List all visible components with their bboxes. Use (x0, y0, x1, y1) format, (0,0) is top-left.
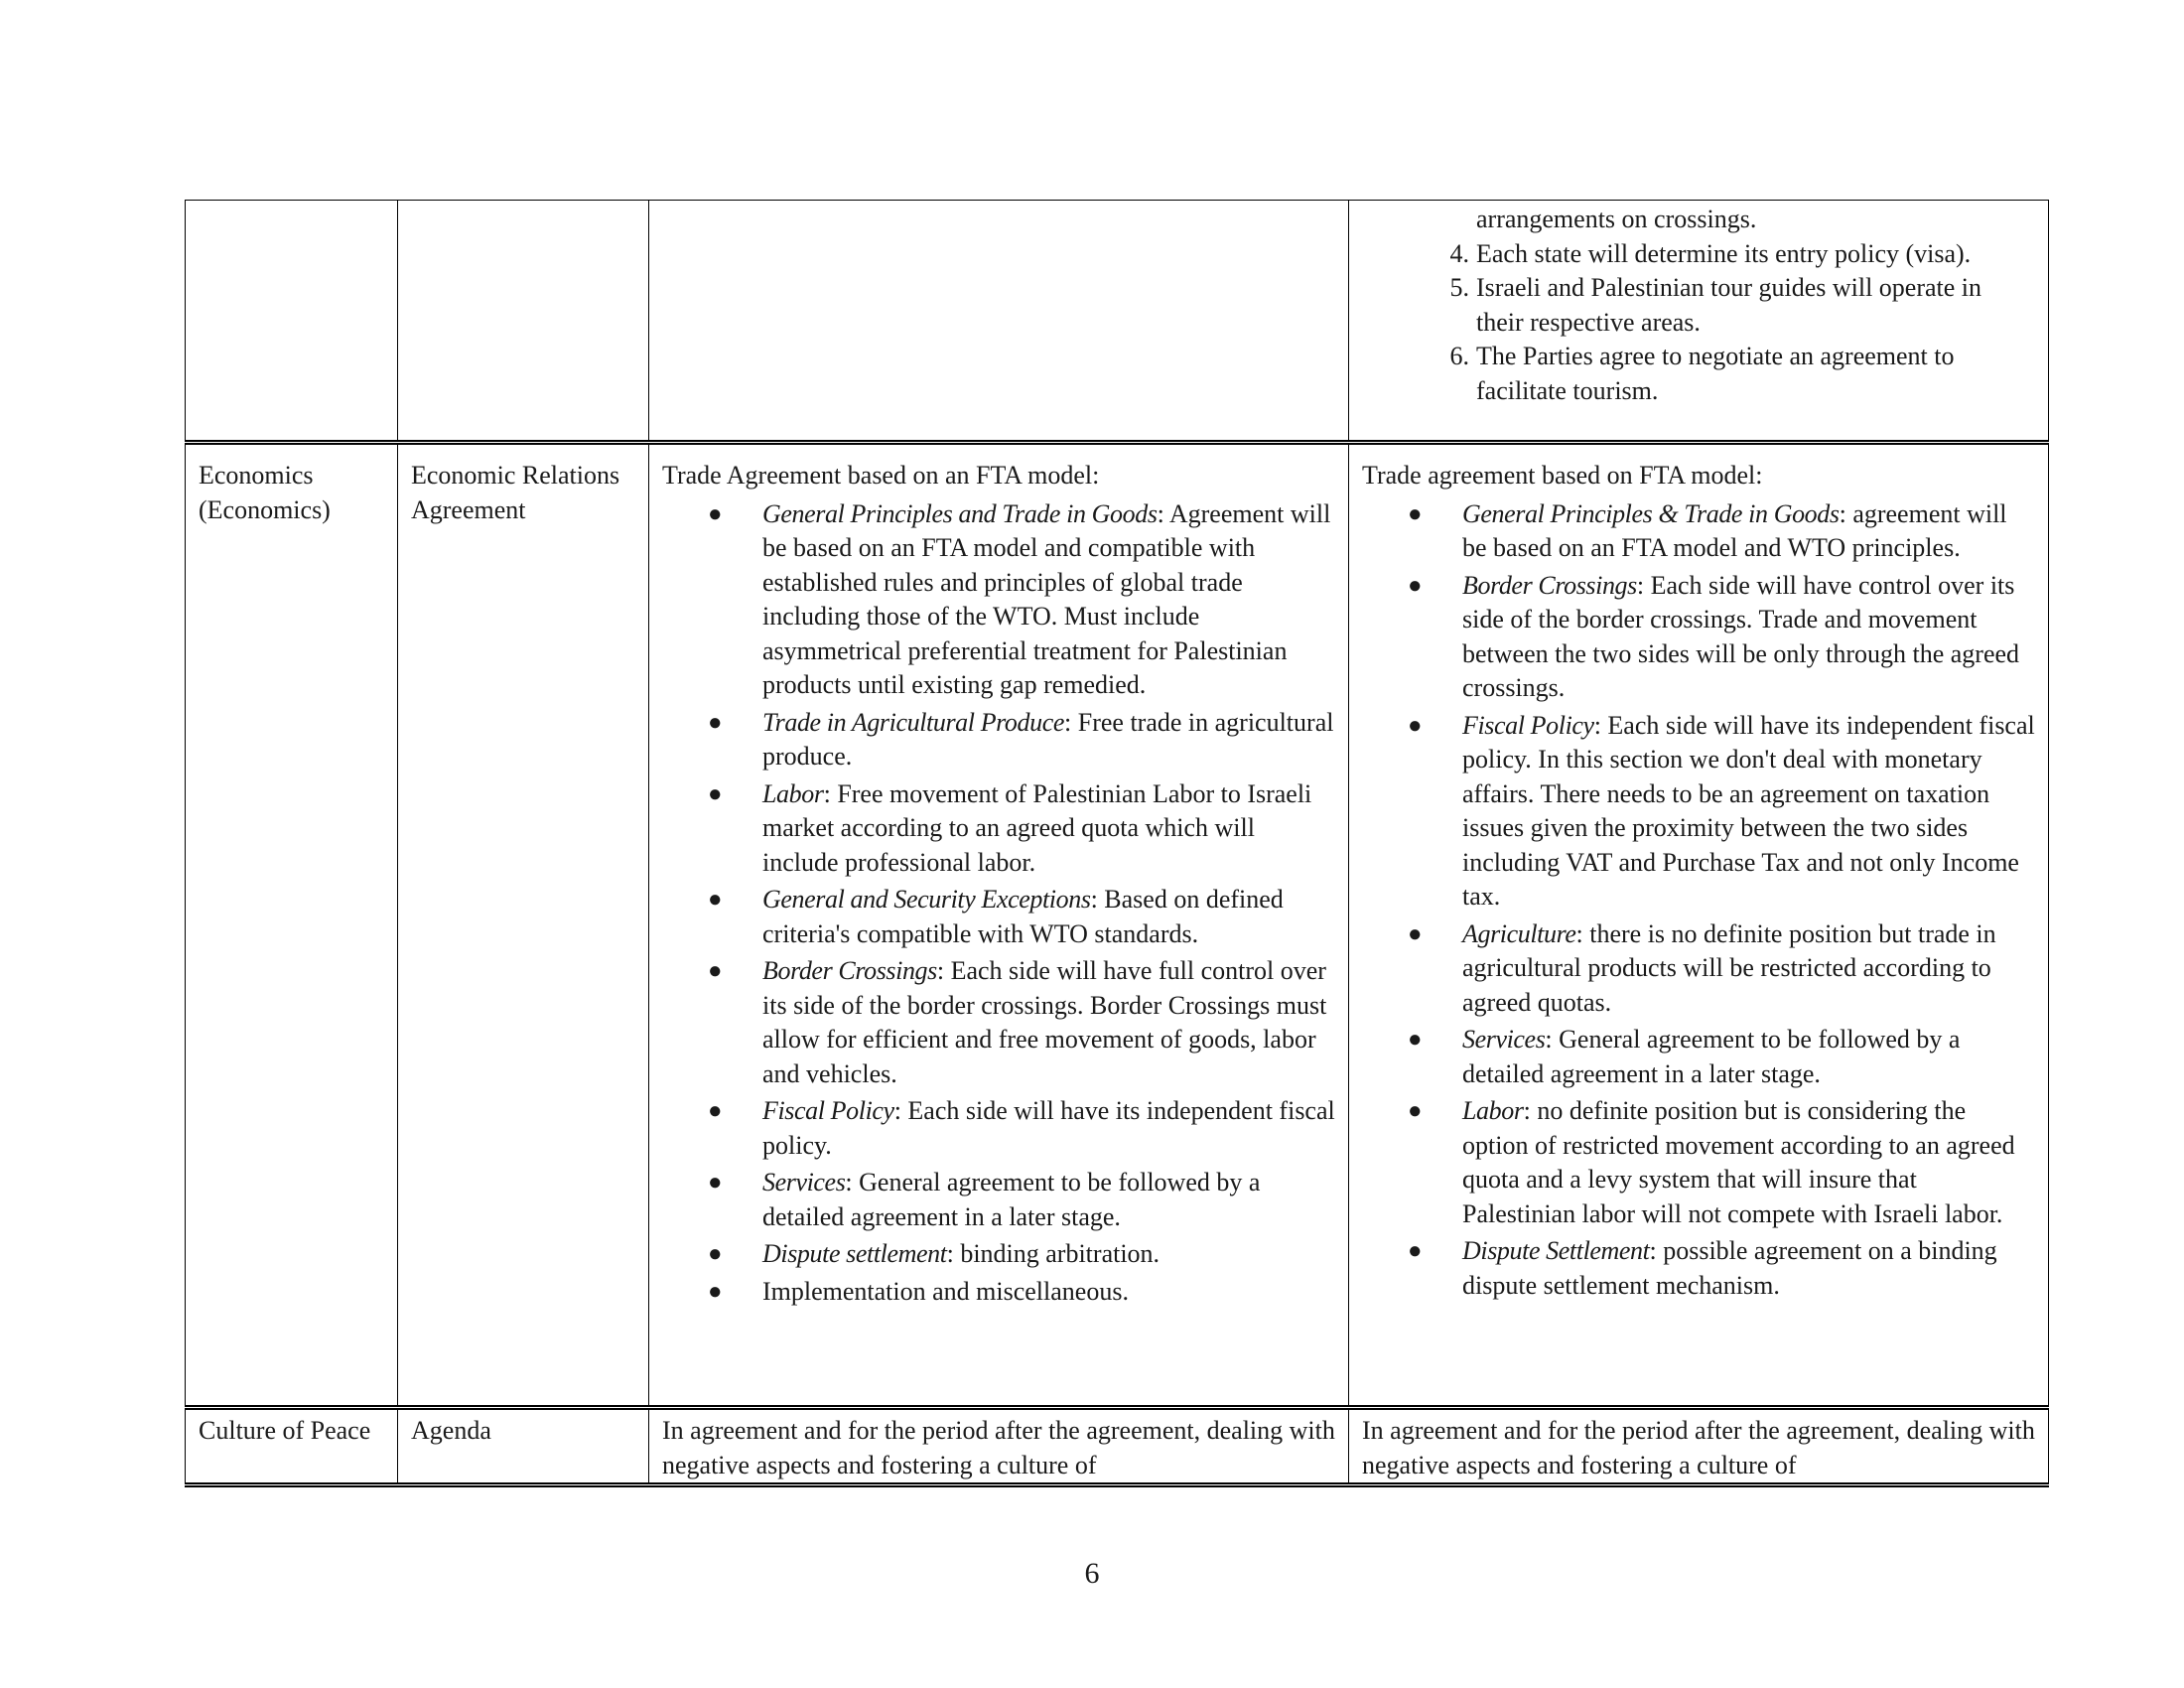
continued-line: arrangements on crossings. (1476, 205, 1757, 233)
bullet-icon: ● (708, 887, 723, 913)
col4-list (1362, 497, 2035, 1304)
list-item: ● General Principles and Trade in Goods: Agreement will be based on an FTA model and compatible with established rules and principles of global trade including those of the WTO. Must include asymmetrical preferential treatment for Palestinian products until existing gap remedied. (708, 498, 1331, 699)
bullet-icon: ● (708, 500, 723, 527)
list-item: ● Trade in Agricultural Produce: Free trade in agricultural produce. (708, 707, 1334, 771)
economics-row (186, 443, 2049, 1408)
list-item: ● Border Crossings: Each side will have full control over its side of the border crossings. Border Crossings must allow for efficient and free movement of goods, labor and vehicles. (708, 956, 1327, 1088)
bullet-icon: ● (1408, 500, 1423, 527)
bullet-icon: ● (1408, 1098, 1423, 1124)
economics-col3-cell (649, 443, 1349, 1408)
tourism-category-cell (186, 201, 398, 443)
bullet-icon: ● (708, 1170, 723, 1196)
page-number: 6 (1084, 1557, 1100, 1590)
bullet-icon: ● (1408, 1238, 1423, 1264)
bullet-icon: ● (1408, 1027, 1423, 1053)
economics-col4-cell (1349, 443, 2049, 1408)
list-item: ● Dispute Settlement: possible agreement on a binding dispute settlement mechanism. (1408, 1236, 1997, 1300)
bullet-icon: ● (708, 958, 723, 984)
list-item: 4. Each state will determine its entry policy (visa). (1449, 238, 1972, 268)
bullet-icon: ● (708, 1098, 723, 1124)
culture-topic-cell: Agenda (398, 1408, 649, 1485)
list-item: ● General and Security Exceptions: Based on defined criteria's compatible with WTO standards. (708, 885, 1284, 948)
culture-col3-cell: In agreement and for the period after the agreement, dealing with negative aspects and fostering a culture of (649, 1408, 1349, 1485)
col3-intro: Trade Agreement based on an FTA model: (662, 461, 1100, 490)
bullet-icon: ● (1408, 712, 1423, 739)
list-item: ● Dispute settlement: binding arbitration. (662, 1237, 1335, 1272)
list-item: ● Border Crossings: Each side will have control over its side of the border crossings. Trade and movement between the two sides will be only through the agreed crossings. (1408, 570, 2020, 702)
list-item: ● Implementation and miscellaneous. (662, 1275, 1335, 1310)
list-item: ● Services: General agreement to be followed by a detailed agreement in a later stage. (1408, 1025, 1961, 1088)
bullet-icon: ● (708, 1241, 723, 1267)
economics-topic-cell: Economic Relations Agreement (398, 443, 649, 1408)
bullet-icon: ● (708, 1278, 723, 1305)
bullet-icon: ● (708, 780, 723, 807)
list-item: ● Fiscal Policy: Each side will have its independent fiscal policy. (708, 1096, 1335, 1160)
list-item: ● Agriculture: there is no definite position but trade in agricultural products will be restricted according to agreed quotas. (1408, 918, 1996, 1017)
list-item: ● Labor: no definite position but is considering the option of restricted movement according to an agreed quota and a levy system that will insure that Palestinian labor will not compete with Israeli labor. (1408, 1096, 2015, 1228)
tourism-list (1362, 237, 2035, 409)
col3-list (662, 497, 1335, 1310)
culture-category-cell: Culture of Peace (186, 1408, 398, 1485)
list-item: ● Labor: Free movement of Palestinian Labor to Israeli market according to an agreed quota which will include professional labor. (708, 778, 1312, 877)
list-item: 5. Israeli and Palestinian tour guides will operate in their respective areas. (1449, 273, 1982, 337)
tourism-col3-cell (649, 201, 1349, 443)
tourism-col4-cell (1349, 201, 2049, 443)
col4-intro: Trade agreement based on FTA model: (1362, 461, 1763, 490)
list-item: ● General Principles & Trade in Goods: agreement will be based on an FTA model and WTO principles. (1408, 498, 2007, 562)
list-item: 6. The Parties agree to negotiate an agreement to facilitate tourism. (1449, 342, 1955, 405)
bullet-icon: ● (1408, 920, 1423, 947)
tourism-topic-cell (398, 201, 649, 443)
economics-category-cell: Economics (Economics) (186, 443, 398, 1408)
bullet-icon: ● (708, 709, 723, 736)
culture-col4-cell: In agreement and for the period after the agreement, dealing with negative aspects and fostering a culture of (1349, 1408, 2049, 1485)
tourism-row (186, 201, 2049, 443)
culture-row (186, 1408, 2049, 1485)
list-item: ● Fiscal Policy: Each side will have its independent fiscal policy. In this section we don't deal with monetary affairs. There needs to be an agreement on taxation issues given the proximity between the two sides including VAT and Purchase Tax and not only Income tax. (1408, 710, 2035, 911)
list-item: ● Services: General agreement to be followed by a detailed agreement in a later stage. (708, 1168, 1261, 1231)
comparison-table (185, 200, 2049, 1487)
bullet-icon: ● (1408, 572, 1423, 599)
